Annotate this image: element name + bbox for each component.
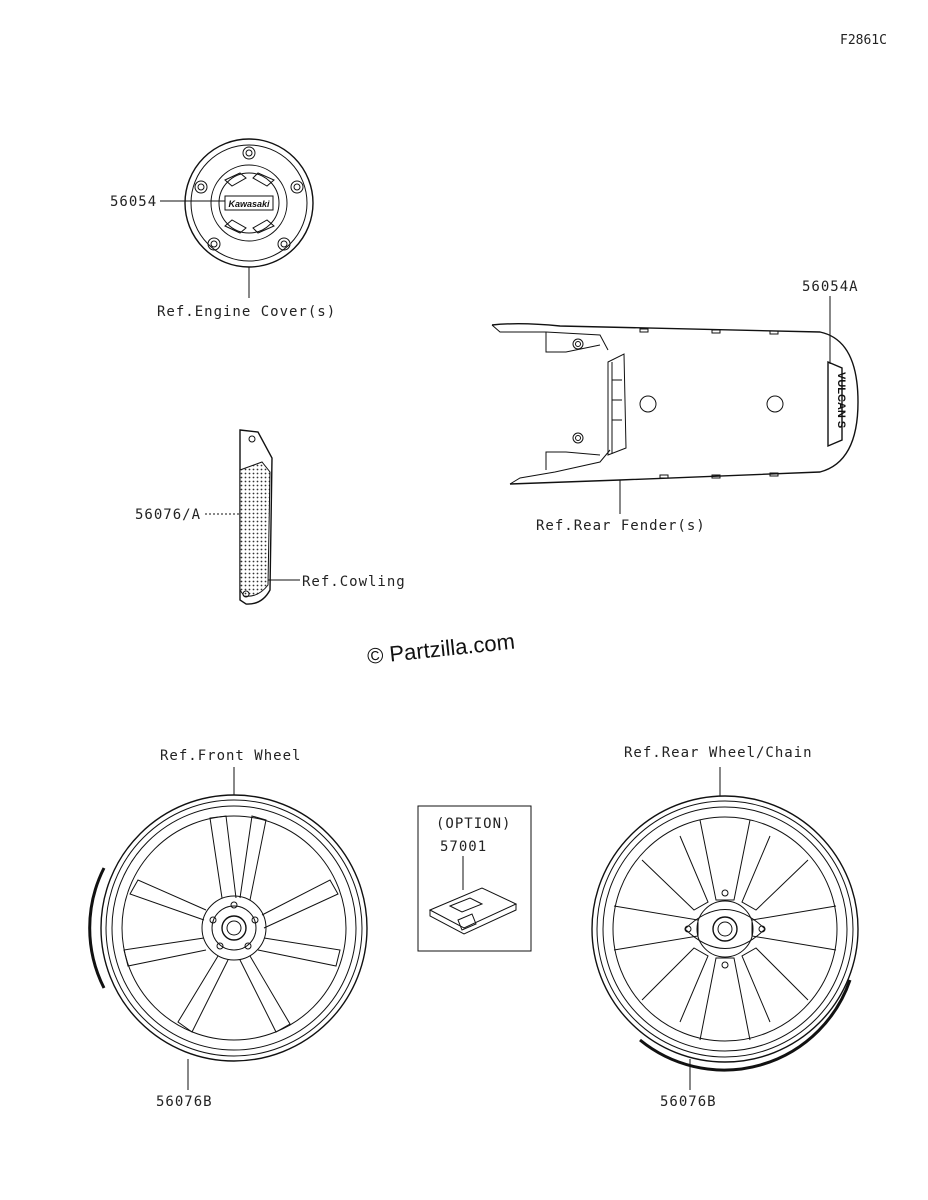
cowling-illustration (240, 430, 272, 604)
label-front-wheel-ref: Ref.Front Wheel (160, 748, 302, 764)
rear-wheel-illustration (592, 796, 858, 1070)
label-rear-wheel-ref: Ref.Rear Wheel/Chain (624, 745, 813, 761)
label-57001: 57001 (440, 839, 488, 855)
front-wheel-illustration (90, 795, 367, 1061)
diagram-code: F2861C (840, 33, 887, 48)
label-rear-56076b: 56076B (660, 1094, 717, 1110)
kawasaki-logo: Kawasaki (228, 199, 270, 209)
label-cowling-ref: Ref.Cowling (302, 574, 406, 590)
rear-fender-illustration (492, 324, 858, 484)
engine-cover-illustration (185, 139, 313, 267)
label-56054: 56054 (110, 194, 158, 210)
vulcan-s-emblem-text: VULCAN S (835, 372, 847, 429)
label-front-56076b: 56076B (156, 1094, 213, 1110)
option-box (418, 806, 531, 951)
label-fender-ref: Ref.Rear Fender(s) (536, 518, 706, 534)
partzilla-watermark: © Partzilla.com (365, 628, 516, 669)
stand-plate-illustration (430, 888, 516, 934)
label-56054a: 56054A (802, 279, 859, 295)
label-engine-cover-ref: Ref.Engine Cover(s) (157, 304, 337, 320)
label-56076-a: 56076/A (135, 507, 202, 523)
label-option: (OPTION) (436, 816, 512, 832)
